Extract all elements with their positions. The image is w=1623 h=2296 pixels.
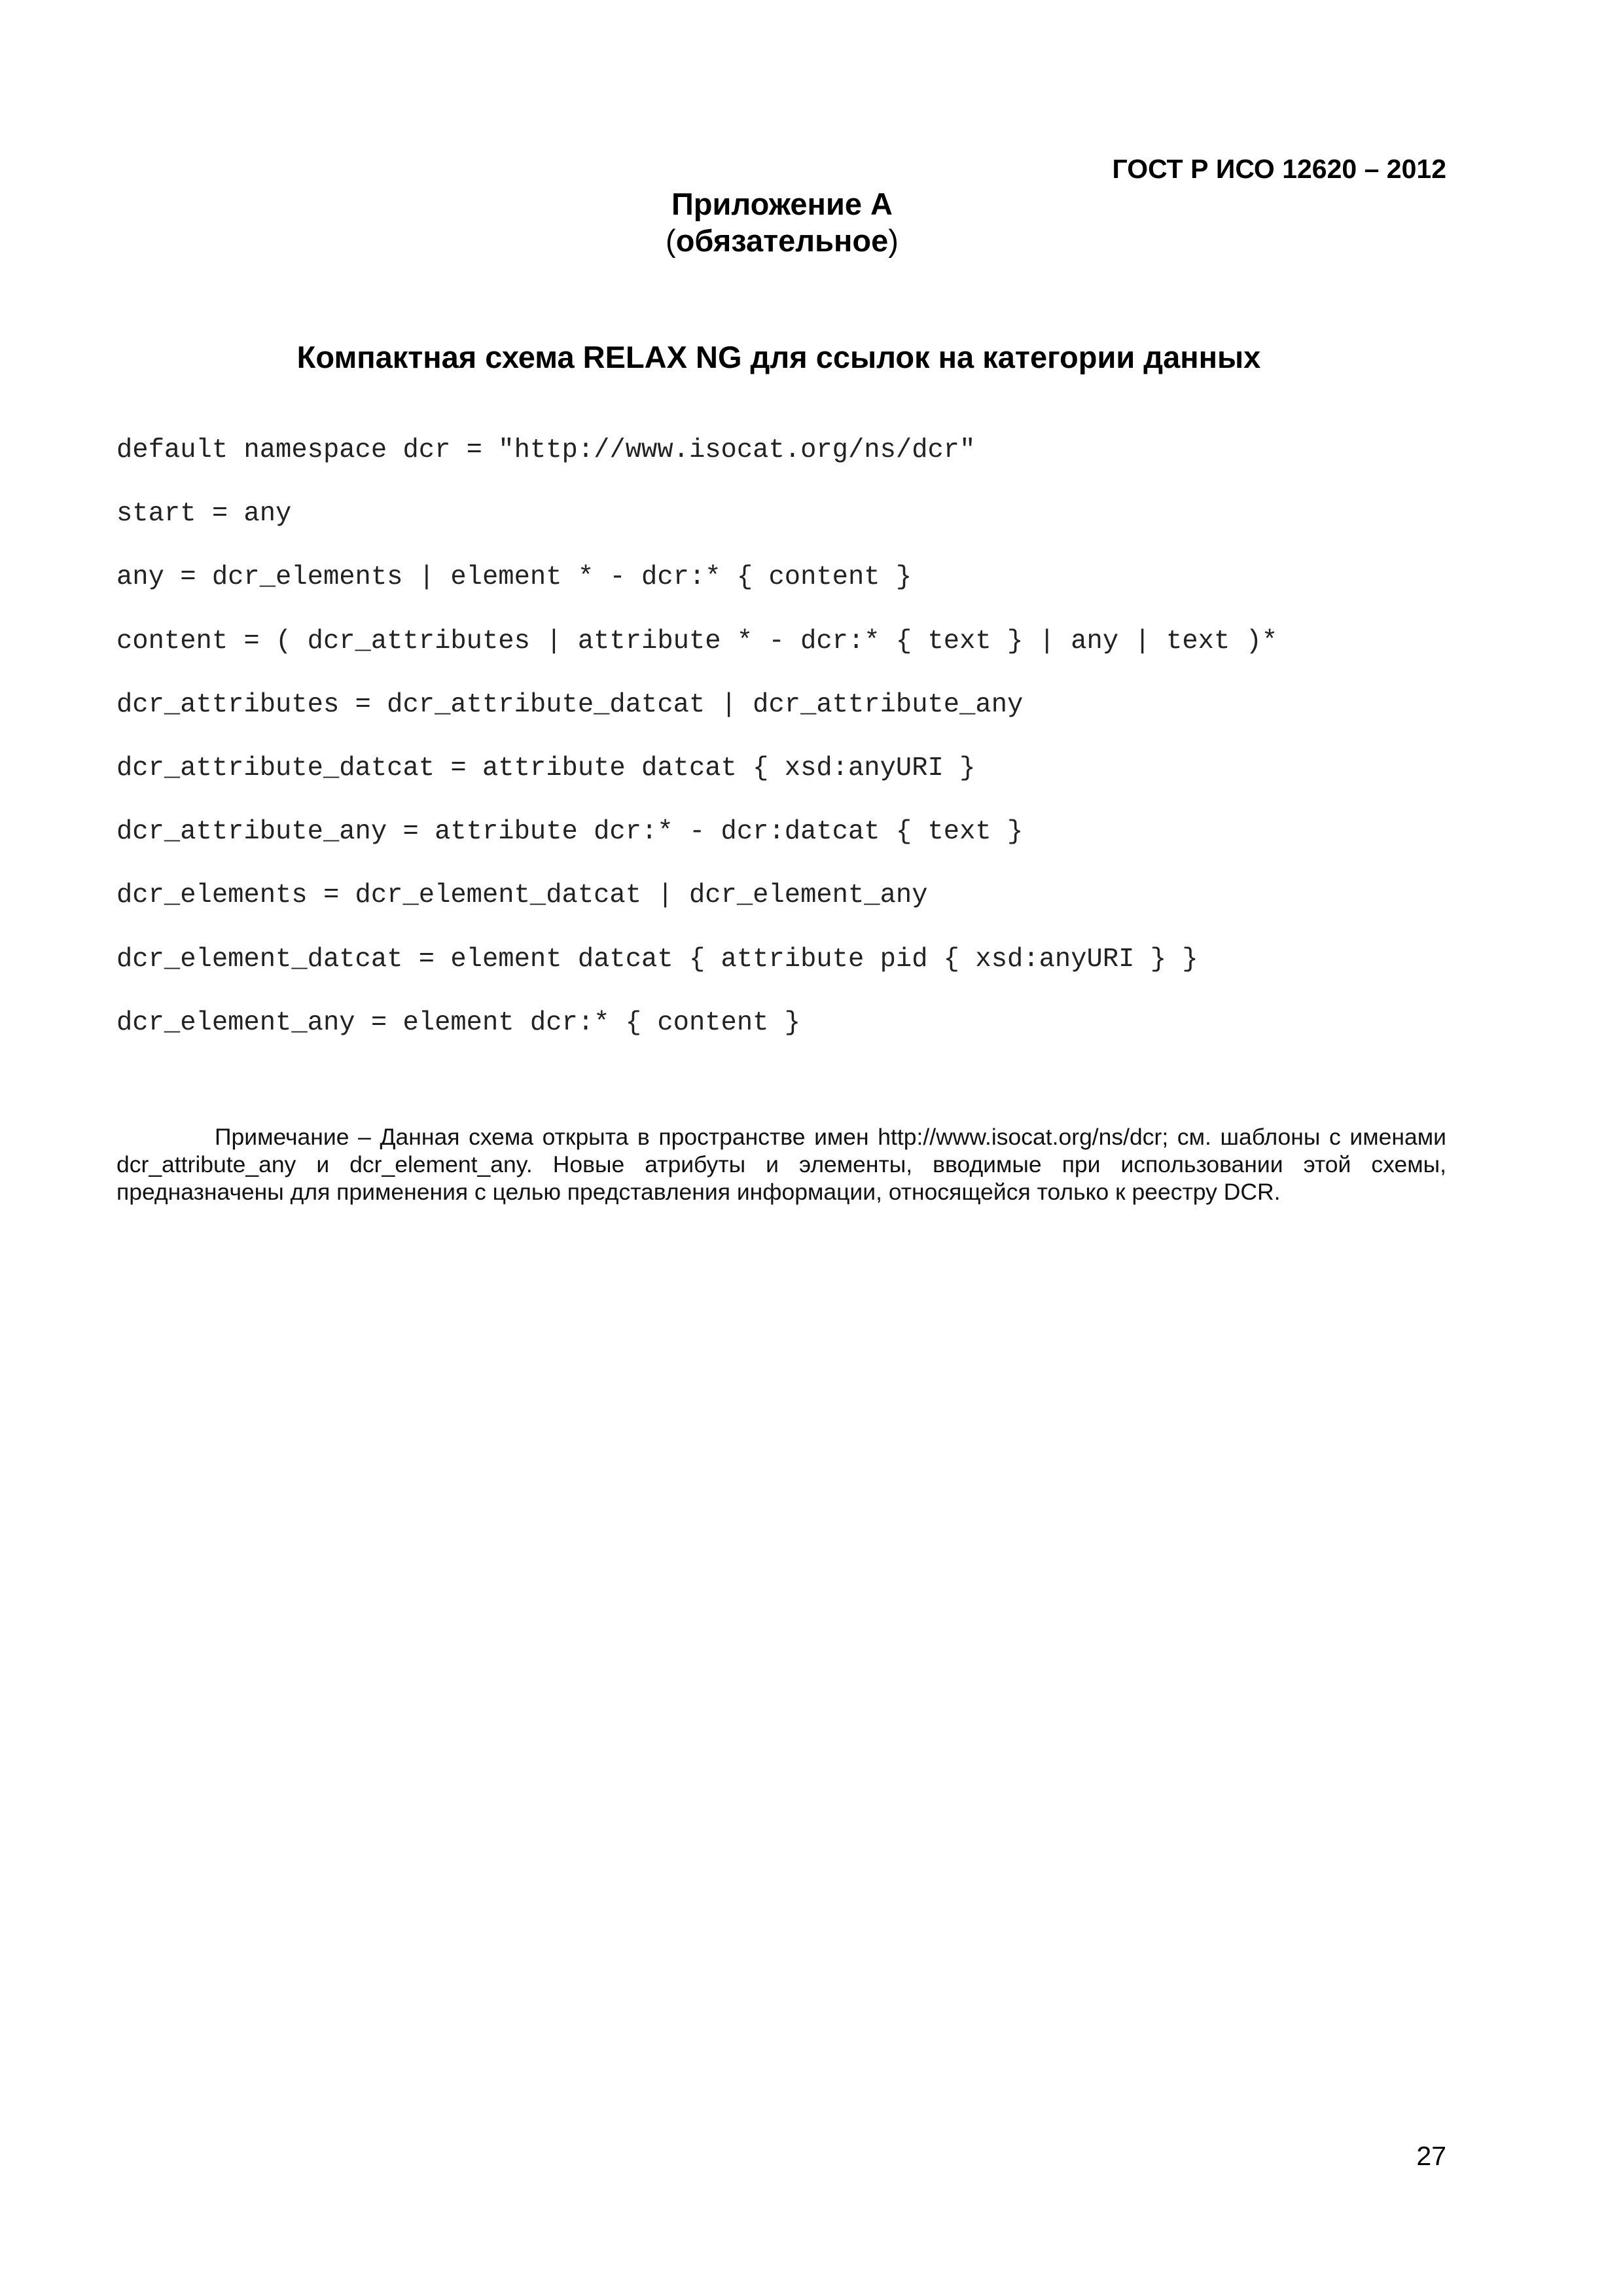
page-number: 27 — [1416, 2141, 1446, 2171]
code-line: dcr_attribute_datcat = attribute datcat { xsd:anyURI } — [116, 753, 976, 783]
annex-status-open-paren: ( — [666, 223, 676, 258]
code-line: dcr_elements = dcr_element_datcat | dcr_element_any — [116, 880, 928, 911]
annex-status-close-paren: ) — [888, 223, 899, 258]
code-line: dcr_element_any = element dcr:* { content } — [116, 1007, 801, 1038]
code-line: dcr_attributes = dcr_attribute_datcat | dcr_attribute_any — [116, 689, 1024, 720]
code-line: dcr_attribute_any = attribute dcr:* - dcr:datcat { text } — [116, 817, 1024, 848]
code-line: any = dcr_elements | element * - dcr:* { content } — [116, 562, 912, 593]
annex-title: Приложение А — [671, 187, 893, 221]
annex-status — [0, 223, 1564, 259]
code-line: start = any — [116, 499, 292, 529]
section-title: Компактная схема RELAX NG для ссылок на категории данных — [296, 340, 1261, 374]
schema-code-block — [116, 435, 1445, 1071]
code-line: dcr_element_datcat = element datcat { attribute pid { xsd:anyURI } } — [116, 944, 1198, 975]
annex-status-word: обязательное — [675, 223, 889, 258]
standard-identifier: ГОСТ Р ИСО 12620 – 2012 — [1112, 154, 1446, 184]
schema-note: Примечание – Данная схема открыта в пространстве имен http://www.isocat.org/ns/dcr; см. шаблоны с именами dcr_attribute_any и dcr_element_any. Новые атрибуты и элементы, вводимые при использовании этой схемы, предназначены для применения с целью представления информации, относящейся только к реестру DCR. — [116, 1123, 1446, 1205]
code-line: content = ( dcr_attributes | attribute * - dcr:* { text } | any | text )* — [116, 626, 1278, 656]
code-line: default namespace dcr = "http://www.isocat.org/ns/dcr" — [116, 435, 976, 465]
